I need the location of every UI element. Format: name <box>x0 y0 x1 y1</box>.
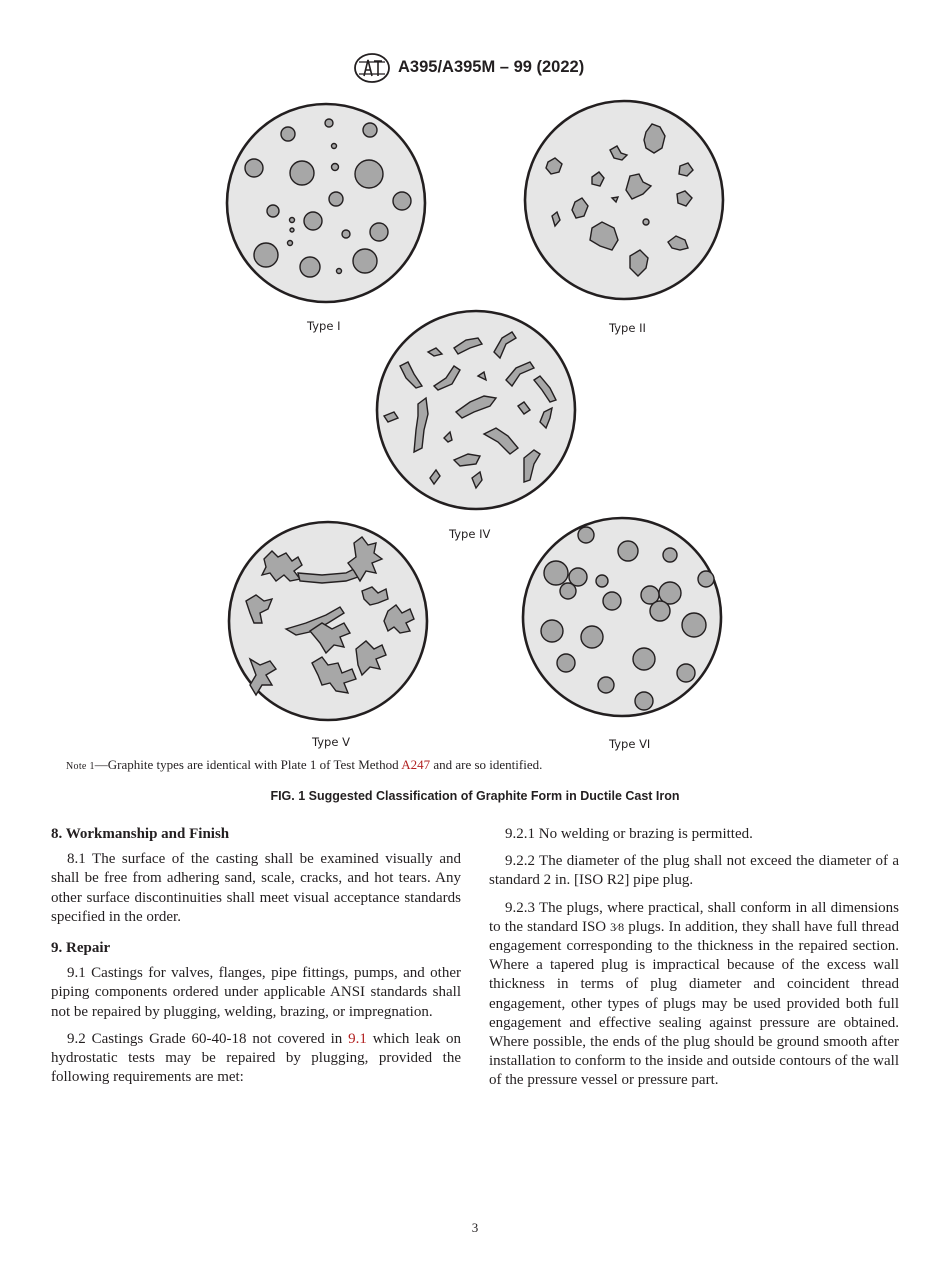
p9-2-text-before: 9.2 Castings Grade 60-40-18 not covered in <box>67 1030 349 1047</box>
type-ii-label: Type II <box>609 321 646 335</box>
type-iv-label: Type IV <box>449 527 491 541</box>
astm-logo-icon <box>353 52 391 84</box>
section-8-heading: 8. Workmanship and Finish <box>51 826 230 842</box>
paragraph-9-2-3 <box>489 899 899 1091</box>
left-column <box>51 825 461 1095</box>
figure-note <box>66 757 542 773</box>
note-text-after: and are so identified. <box>430 757 543 772</box>
p9-2-3-text-before: 9.2.3 The plugs, where practical, shall conform in all dimensions to the standard ISO <box>489 899 899 935</box>
micrograph-type-i <box>224 101 428 305</box>
link-9-1[interactable]: 9.1 <box>348 1030 367 1047</box>
page-header <box>0 52 950 84</box>
micrograph-type-vi <box>520 515 724 719</box>
micrograph-type-v <box>226 519 430 723</box>
micrograph-type-ii <box>522 98 726 302</box>
type-i-label: Type I <box>307 319 341 333</box>
note-text-before: —Graphite types are identical with Plate 1 of Test Method <box>94 757 402 772</box>
document-designation: A395/A395M – 99 (2022) <box>398 58 585 76</box>
page-number: 3 <box>471 1220 479 1235</box>
type-vi-label: Type VI <box>609 737 651 751</box>
type-v-label: Type V <box>312 735 350 749</box>
p9-2-text-after: which leak on hydrostatic tests may be repaired by plugging, provided the following requirements are met: <box>51 1030 462 1086</box>
p9-2-3-text-after: plugs. In addition, they shall have full thread engagement corresponding to the thickness in the repaired section. Where a tapered plug is impractical because of the excess wall thickness in terms of plug diameter and coincident thread engagement, other types of plugs may be used provided both full engagement and effective sealing against pressure are obtained. Where possible, the ends of the plug should be ground smooth after installation to conform to the inside and outside contours of the wall of the pressure vessel or pressure part. <box>489 918 899 1089</box>
right-column <box>489 825 899 1099</box>
paragraph-9-2-2: 9.2.2 The diameter of the plug shall not exceed the diameter of a standard 2 in. [ISO R2] pipe plug. <box>489 853 899 889</box>
figure-caption: FIG. 1 Suggested Classification of Graphite Form in Ductile Cast Iron <box>270 789 680 803</box>
paragraph-9-2 <box>51 1030 461 1088</box>
note-link-a247[interactable]: A247 <box>401 757 431 772</box>
paragraph-9-1: 9.1 Castings for valves, flanges, pipe fittings, pumps, and other piping components ordered under applicable ANSI standards shall not be repaired by plugging, welding, brazing, or impregnation. <box>51 965 461 1020</box>
micrograph-type-iv <box>374 308 578 512</box>
paragraph-8-1: 8.1 The surface of the casting shall be examined visually and shall be free from adhering sand, scale, cracks, and hot tears. Any other surface discontinuities shall meet visual acceptance standards specified in the order. <box>51 851 461 925</box>
paragraph-9-2-1: 9.2.1 No welding or brazing is permitted. <box>505 826 753 842</box>
note-prefix: Note 1 <box>66 761 95 772</box>
section-9-heading: 9. Repair <box>51 940 111 957</box>
p9-2-3-fraction: 3⁄8 <box>610 919 625 934</box>
